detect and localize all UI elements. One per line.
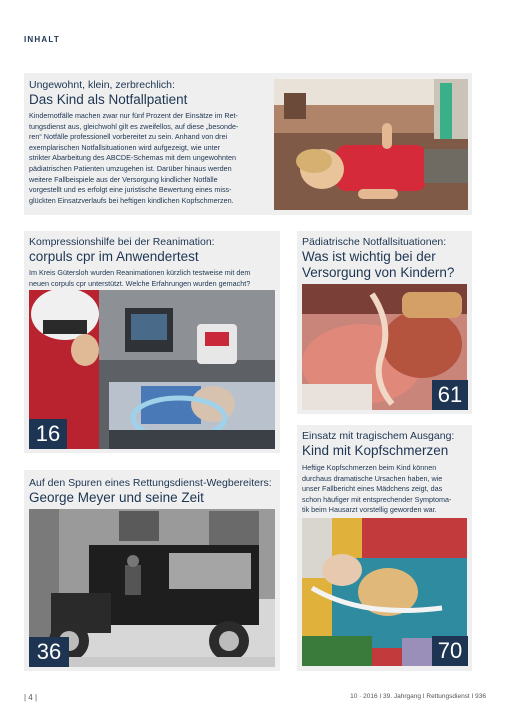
page-number-badge[interactable]: 36: [29, 637, 69, 667]
body-line: tungsdienst aus, gleichwohl gilt es zweifellos, auf diese „besonde-: [29, 121, 239, 131]
article-card-paediatrisch[interactable]: [297, 231, 472, 414]
article-card-kopfschmerzen[interactable]: [297, 425, 472, 671]
article-card-notfallpatient[interactable]: [24, 73, 472, 215]
body-line: Kindernotfälle machen zwar nur fünf Prozent der Einsätze im Ret-: [29, 111, 238, 120]
body-line: tik beim Hausarzt vorstellig geworden war.: [302, 505, 437, 515]
page-number-badge[interactable]: 70: [432, 636, 468, 666]
footer-page-number: | 4 |: [24, 693, 38, 702]
body-line: Im Kreis Gütersloh wurden Reanimationen kürzlich testweise mit dem: [29, 268, 251, 277]
article-kicker: Kompressionshilfe bei der Reanimation:: [29, 236, 215, 248]
body-line: Heftige Kopfschmerzen beim Kind können: [302, 463, 437, 472]
article-card-corpuls[interactable]: [24, 231, 280, 453]
article-body: [29, 268, 279, 289]
article-headline-line1: Was ist wichtig bei der: [302, 249, 436, 264]
body-line: vorgestellt und es erfolgt eine juristische Bewertung eines miss-: [29, 185, 232, 195]
article-kicker: Einsatz mit tragischem Ausgang:: [302, 430, 455, 442]
article-body: [302, 463, 470, 516]
body-line: exemplarischen Notfallsituationen wird aufgezeigt, wie unter: [29, 142, 220, 152]
article-card-meyer[interactable]: [24, 470, 280, 671]
article-headline: Kind mit Kopfschmerzen: [302, 443, 449, 458]
article-body: [29, 111, 270, 206]
article-kicker: Auf den Spuren eines Rettungsdienst-Wegbereiters:: [29, 477, 272, 489]
page-number-badge[interactable]: 16: [29, 419, 67, 449]
footer-issue-info: 10 · 2016 I 39. Jahrgang I Rettungsdienst I 936: [350, 693, 486, 700]
body-line: glückten Einsatzverlaufs bei heftigen kindlichen Kopfschmerzen.: [29, 195, 234, 205]
article-photo-child-on-floor: [274, 79, 468, 210]
body-line: pädiatrischen Patienten umzugehen ist. Darüber hinaus werden: [29, 163, 232, 173]
body-line: unser Fallbericht eines Mädchens zeigt, das: [302, 484, 443, 494]
article-kicker: Pädiatrische Notfallsituationen:: [302, 236, 447, 248]
body-line: weitere Fallbeispiele aus der Versorgung kindlicher Notfälle: [29, 174, 218, 184]
body-line: strikter Abarbeitung des ABCDE-Schemas mit dem ungewohnten: [29, 153, 236, 163]
article-headline-line2: Versorgung von Kindern?: [302, 265, 455, 280]
article-headline: Das Kind als Notfallpatient: [29, 92, 188, 107]
page-number-badge[interactable]: 61: [432, 380, 468, 410]
article-headline: corpuls cpr im Anwendertest: [29, 249, 199, 264]
body-line: durchaus dramatische Ursachen haben, wie: [302, 473, 443, 483]
body-line: ren“ Notfälle professionell vorbereitet zu sein. Anhand von drei: [29, 132, 228, 142]
body-line: schon häufiger mit entsprechender Symptoma-: [302, 494, 452, 504]
article-kicker: Ungewohnt, klein, zerbrechlich:: [29, 79, 175, 91]
article-headline: George Meyer und seine Zeit: [29, 490, 204, 505]
section-label: INHALT: [24, 35, 60, 44]
body-line: neuen corpuls cpr unterstützt. Welche Erfahrungen wurden gemacht?: [29, 278, 251, 288]
